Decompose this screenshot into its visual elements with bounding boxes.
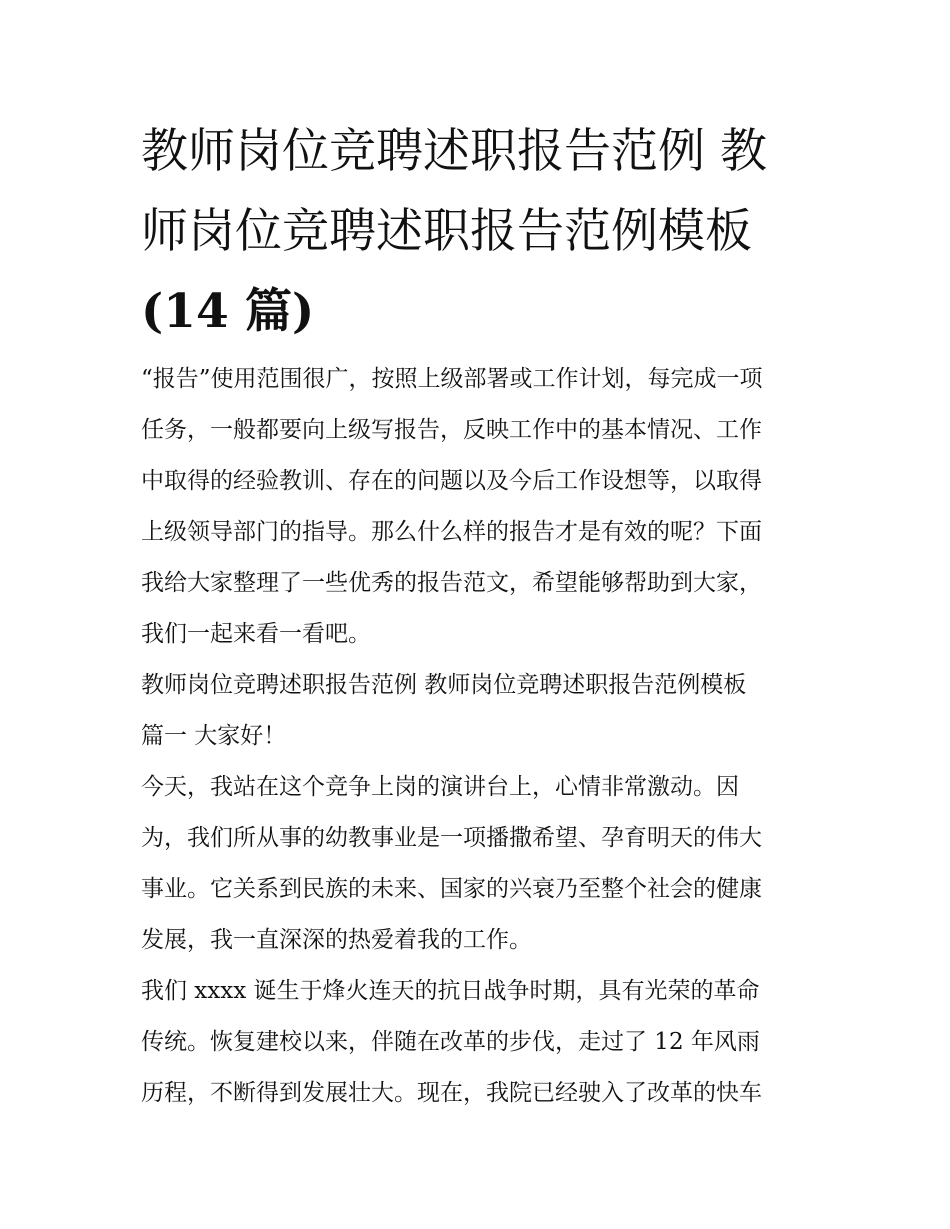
body-line: 为，我们所从事的幼教事业是一项播撒希望、孕育明天的伟大 bbox=[141, 825, 762, 851]
title-line: (14 篇) bbox=[141, 284, 315, 339]
body-line: 任务，一般都要向上级写报告，反映工作中的基本情况、工作 bbox=[141, 417, 762, 443]
body-line: 中取得的经验教训、存在的问题以及今后工作设想等，以取得 bbox=[141, 468, 762, 494]
document-body bbox=[141, 354, 816, 1119]
body-line: 历程，不断得到发展壮大。现在，我院已经驶入了改革的快车 bbox=[141, 1080, 762, 1106]
body-line: “报告”使用范围很广，按照上级部署或工作计划，每完成一项 bbox=[141, 366, 763, 392]
body-line: 上级领导部门的指导。那么什么样的报告才是有效的呢？下面 bbox=[141, 519, 762, 545]
body-line: 传统。恢复建校以来，伴随在改革的步伐，走过了 12 年风雨 bbox=[141, 1029, 760, 1055]
body-line: 我给大家整理了一些优秀的报告范文，希望能够帮助到大家， bbox=[141, 570, 762, 596]
title-line: 师岗位竞聘述职报告范例模板 bbox=[141, 204, 752, 259]
document-title bbox=[141, 112, 816, 352]
body-line: 我们 xxxx 诞生于烽火连天的抗日战争时期，具有光荣的革命 bbox=[141, 978, 760, 1004]
body-line: 今天，我站在这个竞争上岗的演讲台上，心情非常激动。因 bbox=[141, 774, 739, 800]
body-line: 篇一 大家好！ bbox=[141, 723, 287, 749]
body-line: 发展，我一直深深的热爱着我的工作。 bbox=[141, 927, 532, 953]
title-line: 教师岗位竞聘述职报告范例 教 bbox=[141, 124, 767, 179]
body-line: 我们一起来看一看吧。 bbox=[141, 621, 371, 647]
section-heading-line: 教师岗位竞聘述职报告范例 教师岗位竞聘述职报告范例模板 bbox=[141, 672, 747, 698]
body-line: 事业。它关系到民族的未来、国家的兴衰乃至整个社会的健康 bbox=[141, 876, 762, 902]
